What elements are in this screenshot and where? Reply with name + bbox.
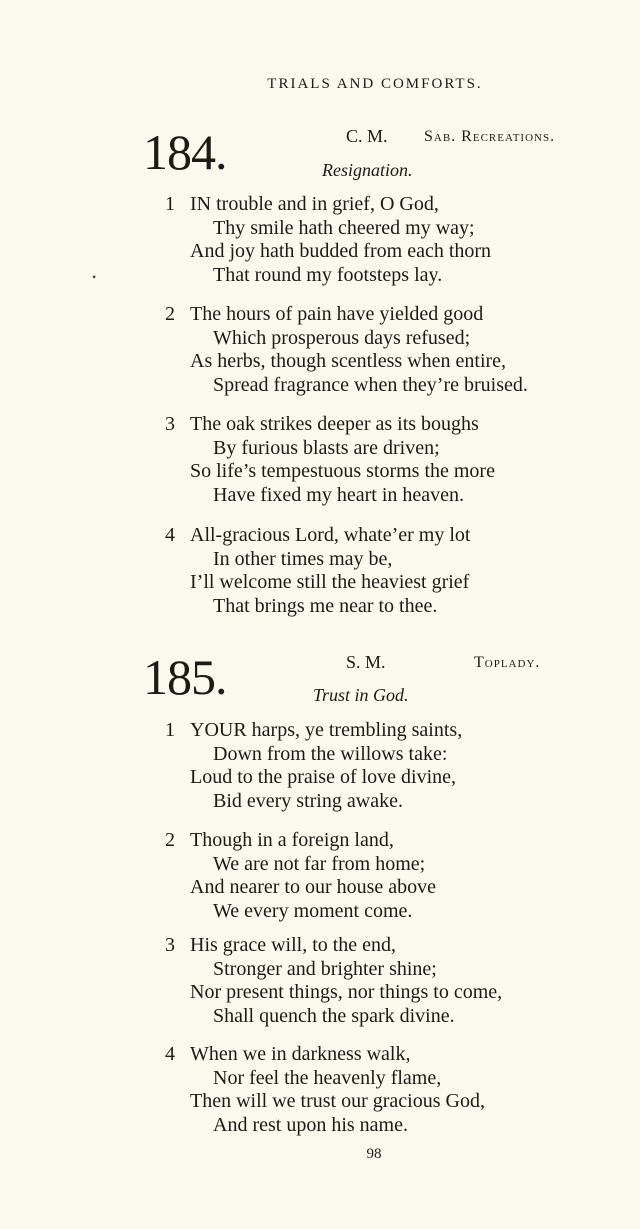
hymn-184-subtitle: Resignation. — [322, 160, 413, 180]
verse-line: So life’s tempestuous storms the more — [190, 460, 495, 482]
verse-line — [165, 719, 462, 743]
verse-line: Bid every string awake. — [213, 789, 403, 812]
verse-line: Nor feel the heavenly flame, — [213, 1066, 442, 1089]
verse-line — [165, 193, 491, 217]
verse-text: YOUR harps, ye trembling saints, — [190, 719, 463, 741]
hymn-184-verse-4 — [165, 524, 470, 618]
verse-line: That round my footsteps lay. — [213, 263, 443, 286]
hymn-185-subtitle: Trust in God. — [313, 685, 409, 705]
verse-text: When we in darkness walk, — [190, 1043, 411, 1065]
page-number — [0, 1146, 640, 1163]
verse-line: Shall quench the spark divine. — [213, 1004, 455, 1027]
hymn-185-verse-4 — [165, 1043, 485, 1137]
verse-number: 4 — [165, 524, 175, 546]
verse-line: Thy smile hath cheered my way; — [213, 216, 475, 239]
hymn-185-verse-3 — [165, 934, 502, 1028]
verse-line: Nor present things, nor things to come, — [190, 981, 503, 1003]
verse-line: And nearer to our house above — [190, 876, 437, 898]
page-number-text: 98 — [366, 1146, 382, 1162]
verse-line — [165, 413, 495, 437]
verse-line: That brings me near to thee. — [213, 594, 438, 617]
verse-line: As herbs, though scentless when entire, — [190, 350, 507, 372]
verse-line: Loud to the praise of love divine, — [190, 766, 457, 788]
verse-number: 2 — [165, 303, 175, 325]
hymn-184-verse-3 — [165, 413, 495, 507]
verse-text: IN trouble and in grief, O God, — [190, 193, 439, 215]
hymn-185-meter: S. M. — [346, 652, 386, 672]
hymn-185-author: Toplady. — [474, 654, 541, 671]
verse-text: The oak strikes deeper as its boughs — [190, 413, 479, 435]
verse-line: We are not far from home; — [213, 852, 426, 875]
verse-line: Then will we trust our gracious God, — [190, 1090, 485, 1112]
verse-text: Though in a foreign land, — [190, 829, 394, 851]
verse-number: 3 — [165, 934, 175, 956]
hymn-185-verse-1 — [165, 719, 462, 813]
ink-mark: • — [92, 270, 97, 284]
verse-line: Down from the willows take: — [213, 742, 448, 765]
hymn-184-author: Sab. Recreations. — [424, 128, 556, 145]
verse-line: Spread fragrance when they’re bruised. — [213, 373, 528, 396]
hymn-185-number: 185. — [143, 649, 227, 705]
hymn-184-verse-1 — [165, 193, 491, 287]
verse-number: 3 — [165, 413, 175, 435]
running-title: TRIALS AND COMFORTS. — [267, 76, 483, 92]
verse-number: 2 — [165, 829, 175, 851]
verse-line — [165, 934, 502, 958]
hymn-184-number: 184. — [143, 124, 227, 180]
verse-line: Stronger and brighter shine; — [213, 957, 437, 980]
verse-line: And joy hath budded from each thorn — [190, 240, 492, 262]
hymn-184-meter: C. M. — [346, 126, 388, 146]
verse-line — [165, 1043, 485, 1067]
verse-line: And rest upon his name. — [213, 1113, 408, 1136]
verse-number: 4 — [165, 1043, 175, 1065]
verse-line: In other times may be, — [213, 547, 393, 570]
verse-line — [165, 303, 528, 327]
verse-number: 1 — [165, 719, 175, 741]
verse-line — [165, 524, 470, 548]
verse-line: We every moment come. — [213, 899, 413, 922]
verse-line: Have fixed my heart in heaven. — [213, 483, 465, 506]
hymn-184-verse-2 — [165, 303, 528, 397]
verse-text: All-gracious Lord, whate’er my lot — [190, 524, 471, 546]
verse-text: The hours of pain have yielded good — [190, 303, 484, 325]
verse-line — [165, 829, 436, 853]
verse-line: By furious blasts are driven; — [213, 436, 440, 459]
verse-number: 1 — [165, 193, 175, 215]
running-head — [0, 76, 640, 93]
verse-text: His grace will, to the end, — [190, 934, 397, 956]
verse-line: I’ll welcome still the heaviest grief — [190, 571, 470, 593]
verse-line: Which prosperous days refused; — [213, 326, 471, 349]
hymn-185-verse-2 — [165, 829, 436, 923]
